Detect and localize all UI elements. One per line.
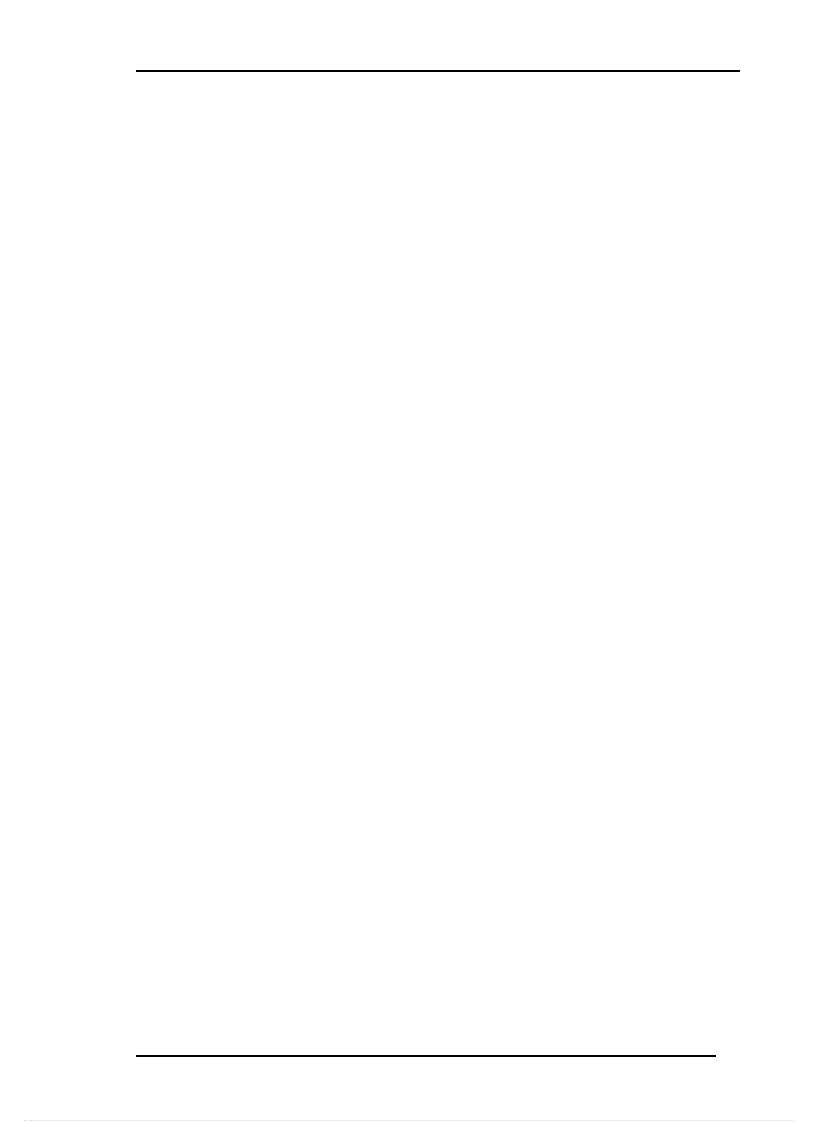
page-edge-divider: [24, 1120, 794, 1121]
footer-rule: [136, 1055, 716, 1057]
header-rule: [136, 70, 740, 72]
